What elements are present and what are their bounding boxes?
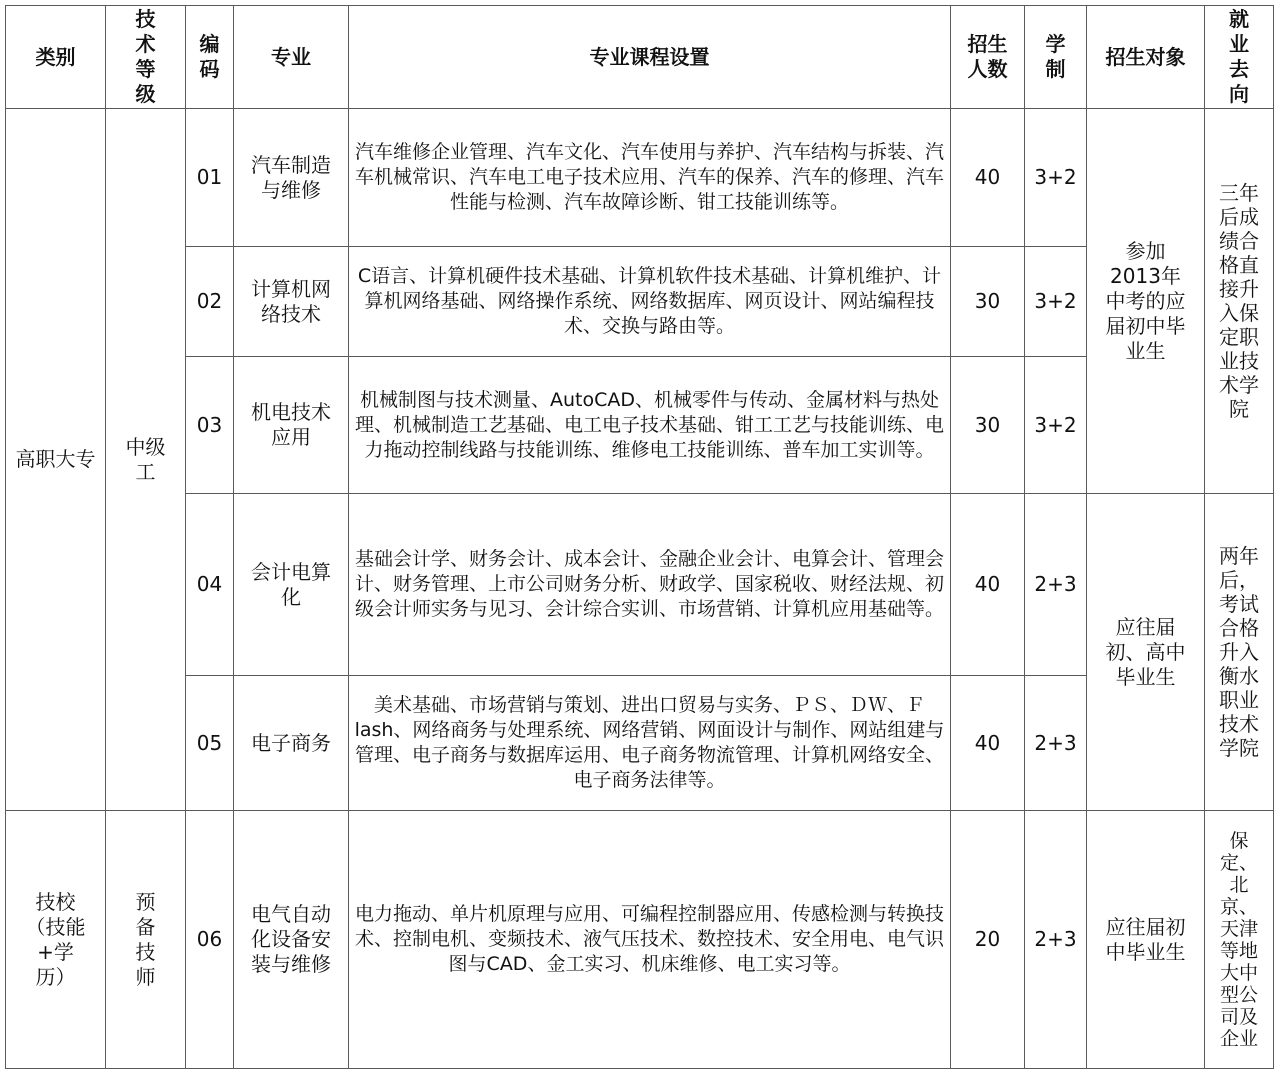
- major-cell: 电气自动化设备安装与维修: [234, 811, 349, 1069]
- code-cell: 03: [186, 357, 234, 494]
- table-row: [6, 676, 1274, 811]
- duration-cell: 2+3: [1025, 811, 1087, 1069]
- header-employment: 就业去向: [1205, 6, 1274, 109]
- major-cell: 汽车制造与维修: [234, 109, 349, 247]
- tech-level-cell: 中级工: [106, 109, 186, 811]
- table-row: [6, 357, 1274, 494]
- header-courses: 专业课程设置: [349, 6, 951, 109]
- enrollment-cell: 40: [951, 494, 1025, 676]
- category-cell: 技校（技能+学历）: [6, 811, 106, 1069]
- major-cell: 机电技术应用: [234, 357, 349, 494]
- category-cell: 高职大专: [6, 109, 106, 811]
- header-tech-level: 技术等级: [106, 6, 186, 109]
- code-cell: 06: [186, 811, 234, 1069]
- duration-cell: 3+2: [1025, 109, 1087, 247]
- enrollment-cell: 40: [951, 676, 1025, 811]
- header-target: 招生对象: [1087, 6, 1205, 109]
- code-cell: 04: [186, 494, 234, 676]
- table-row: [6, 109, 1274, 247]
- duration-cell: 3+2: [1025, 357, 1087, 494]
- header-category: 类别: [6, 6, 106, 109]
- enrollment-cell: 30: [951, 357, 1025, 494]
- duration-cell: 2+3: [1025, 494, 1087, 676]
- courses-cell: 汽车维修企业管理、汽车文化、汽车使用与养护、汽车结构与拆装、汽车机械常识、汽车电工电子技术应用、汽车的保养、汽车的修理、汽车性能与检测、汽车故障诊断、钳工技能训练等。: [349, 109, 951, 247]
- enrollment-table: [5, 5, 1274, 1069]
- major-cell: 电子商务: [234, 676, 349, 811]
- table-row: [6, 494, 1274, 676]
- courses-cell: 机械制图与技术测量、AutoCAD、机械零件与传动、金属材料与热处理、机械制造工艺基础、电工电子技术基础、钳工工艺与技能训练、电力拖动控制线路与技能训练、维修电工技能训练、普车加工实训等。: [349, 357, 951, 494]
- target-cell: 参加2013年中考的应届初中毕业生: [1087, 109, 1205, 494]
- duration-cell: 3+2: [1025, 247, 1087, 357]
- courses-cell: 电力拖动、单片机原理与应用、可编程控制器应用、传感检测与转换技术、控制电机、变频技术、液气压技术、数控技术、安全用电、电气识图与CAD、金工实习、机床维修、电工实习等。: [349, 811, 951, 1069]
- header-enrollment: 招生人数: [951, 6, 1025, 109]
- tech-level-cell: 预备技师: [106, 811, 186, 1069]
- table-row: [6, 811, 1274, 1069]
- header-major: 专业: [234, 6, 349, 109]
- duration-cell: 2+3: [1025, 676, 1087, 811]
- code-cell: 02: [186, 247, 234, 357]
- target-cell: 应往届初、高中毕业生: [1087, 494, 1205, 811]
- employment-cell: 两年后，考试合格升入衡水职业技术学院: [1205, 494, 1274, 811]
- courses-cell: 美术基础、市场营销与策划、进出口贸易与实务、ＰＳ、ＤＷ、Ｆlash、网络商务与处理系统、网络营销、网面设计与制作、网站组建与管理、电子商务与数据库运用、电子商务物流管理、计算机网络安全、电子商务法律等。: [349, 676, 951, 811]
- code-cell: 01: [186, 109, 234, 247]
- code-cell: 05: [186, 676, 234, 811]
- employment-cell: 三年后成绩合格直接升入保定职业技术学院: [1205, 109, 1274, 494]
- enrollment-cell: 30: [951, 247, 1025, 357]
- major-cell: 计算机网络技术: [234, 247, 349, 357]
- major-cell: 会计电算化: [234, 494, 349, 676]
- courses-cell: C语言、计算机硬件技术基础、计算机软件技术基础、计算机维护、计算机网络基础、网络操作系统、网络数据库、网页设计、网站编程技术、交换与路由等。: [349, 247, 951, 357]
- table-row: [6, 247, 1274, 357]
- courses-cell: 基础会计学、财务会计、成本会计、金融企业会计、电算会计、管理会计、财务管理、上市公司财务分析、财政学、国家税收、财经法规、初级会计师实务与见习、会计综合实训、市场营销、计算机应用基础等。: [349, 494, 951, 676]
- header-duration: 学制: [1025, 6, 1087, 109]
- target-cell: 应往届初中毕业生: [1087, 811, 1205, 1069]
- enrollment-cell: 20: [951, 811, 1025, 1069]
- header-code: 编码: [186, 6, 234, 109]
- enrollment-cell: 40: [951, 109, 1025, 247]
- employment-cell: 保定、北京、天津等地大中型公司及企业: [1205, 811, 1274, 1069]
- header-row: [6, 6, 1274, 109]
